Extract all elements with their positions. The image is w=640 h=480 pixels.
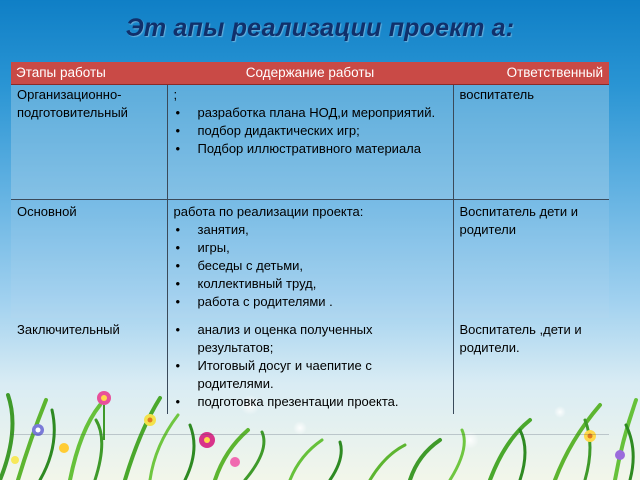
- content-lead: работа по реализации проекта:: [173, 204, 364, 219]
- responsible-cell: Воспитатель дети и родители: [453, 200, 609, 319]
- table-row: [11, 85, 609, 200]
- stage-cell: Основной: [11, 200, 167, 319]
- content-lead: ;: [173, 87, 178, 102]
- header-responsible: Ответственный: [453, 62, 609, 85]
- list-item: • работа с родителями .: [174, 293, 447, 311]
- content-list: [174, 221, 447, 311]
- stage-cell: Заключительный: [17, 322, 120, 337]
- responsible-cell: Воспитатель ,дети и родители.: [459, 322, 582, 355]
- list-item: • коллективный труд,: [174, 275, 447, 293]
- list-item: • разработка плана НОД,и мероприятий.: [174, 104, 447, 122]
- list-item: • игры,: [174, 239, 447, 257]
- content-list: [174, 321, 447, 411]
- list-item: • анализ и оценка полученных результатов;: [174, 321, 447, 357]
- table-row: [11, 318, 609, 414]
- header-content: Содержание работы: [167, 62, 453, 85]
- list-item: • подготовка презентации проекта.: [174, 393, 447, 411]
- list-item: • подбор дидактических игр;: [174, 122, 447, 140]
- project-stages-table: [11, 62, 609, 414]
- content-cell: [167, 85, 453, 200]
- responsible-cell: воспитатель: [453, 85, 609, 200]
- list-item: • Подбор иллюстративного материала: [174, 140, 447, 158]
- content-cell: [167, 200, 453, 319]
- table-divider: [11, 434, 609, 435]
- table-header-row: [11, 62, 609, 85]
- content-list: [174, 104, 447, 158]
- page-title: Эт апы реализации проект а:: [125, 14, 515, 42]
- stage-cell: Организационно-подготовительный: [11, 85, 167, 200]
- table-row: [11, 200, 609, 319]
- content-cell: [167, 318, 453, 414]
- list-item: • занятия,: [174, 221, 447, 239]
- header-stages: Этапы работы: [11, 62, 167, 85]
- list-item: • Итоговый досуг и чаепитие с родителями.: [174, 357, 447, 393]
- list-item: • беседы с детьми,: [174, 257, 447, 275]
